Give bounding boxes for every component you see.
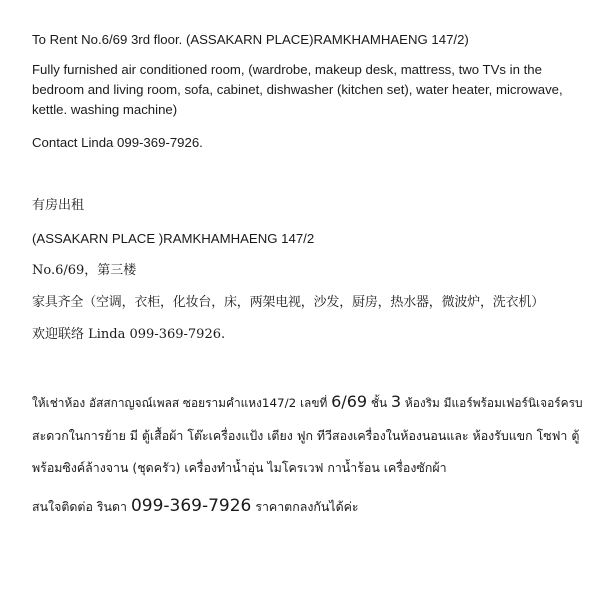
thai-line-1 [32,392,583,413]
chinese-title: 有房出租 [32,198,85,213]
thai-line-3: พร้อมซิงค์ล้างจาน (ชุดครัว) เครื่องทำน้ำอุ่น ไมโครเวฟ กาน้ำร้อน เครื่องซักผ้า [32,460,447,475]
thai-contact-text-b: ราคาตกลงกันได้ค่ะ [251,499,359,514]
english-body-line-2: bedroom and living room, sofa, cabinet, dishwasher (kitchen set), water heater, microwave, [32,82,563,97]
thai-contact-phone: 099-369-7926 [130,496,252,516]
thai-line-1-text-c: ห้องริม มีแอร์พร้อมเฟอร์นิเจอร์ครบ [401,396,583,410]
chinese-contact: 欢迎联络 Linda 099-369-7926. [32,327,226,342]
thai-contact [32,496,359,517]
english-body-line-3: kettle. washing machine) [32,102,178,117]
chinese-unit: No.6/69，第三楼 [32,263,137,278]
thai-line-1-text-a: ให้เช่าห้อง อัสสกาญจณ์เพลส ซอยรามคำแหง147/2 เลขที่ [32,396,332,410]
chinese-place: (ASSAKARN PLACE )RAMKHAMHAENG 147/2 [32,231,315,246]
thai-line-2: สะดวกในการย้าย มี ตู้เสื้อผ้า โต๊ะเครื่องแป้ง เตียง ฟูก ทีวีสองเครื่องในห้องนอนและ ห้องรับแขก โซฟา ตู้ [32,428,580,443]
english-body-line-1: Fully furnished air conditioned room, (wardrobe, makeup desk, mattress, two TVs in the [32,62,542,77]
english-contact: Contact Linda 099-369-7926. [32,135,203,150]
thai-unit-number: 6/69 [331,392,368,411]
thai-contact-text-a: สนใจติดต่อ รินดา [32,499,131,514]
thai-line-1-text-b: ชั้น [367,396,391,410]
english-title: To Rent No.6/69 3rd floor. (ASSAKARN PLACE)RAMKHAMHAENG 147/2) [32,32,469,47]
thai-floor-number: 3 [390,392,402,411]
chinese-furniture: 家具齐全（空调，衣柜，化妆台，床，两架电视，沙发，厨房，热水器，微波炉，洗衣机） [32,295,545,310]
